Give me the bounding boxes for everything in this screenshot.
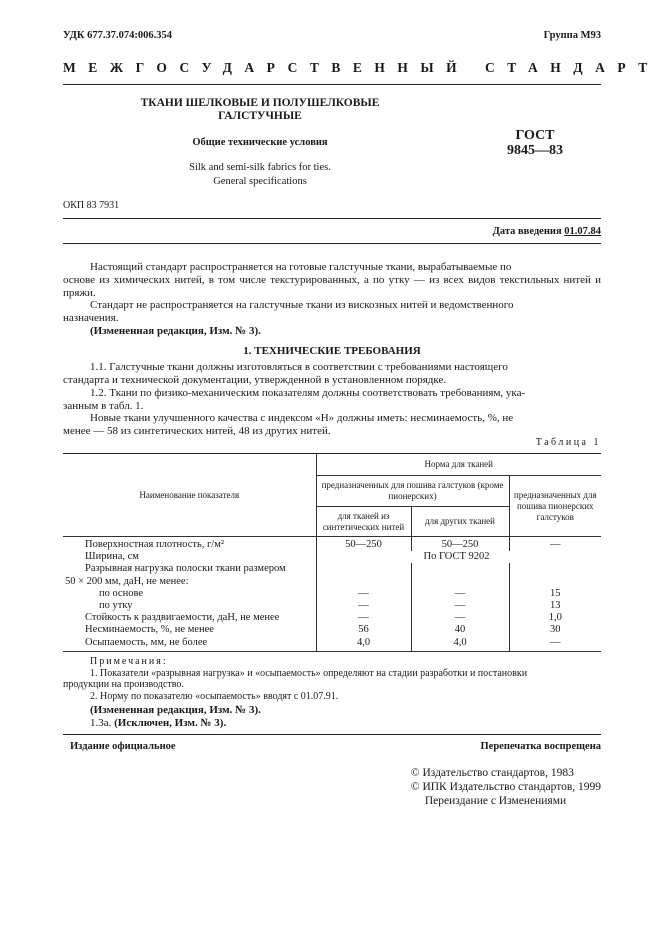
- table-row: [63, 537, 601, 552]
- gost-number: ГОСТ 9845—83: [507, 128, 563, 158]
- col-header-ties: предназначенных для пошива галстуков (кроме пионерских): [316, 476, 509, 507]
- table-row: [63, 588, 601, 600]
- standard-banner: МЕЖГОСУДАРСТВЕННЫЙ СТАНДАРТ: [63, 60, 660, 75]
- row-name: Разрывная нагрузка полоски ткани размером: [85, 563, 286, 575]
- document-title: ТКАНИ ШЕЛКОВЫЕ И ПОЛУШЕЛКОВЫЕ ГАЛСТУЧНЫЕ: [140, 97, 380, 122]
- row-value-c: —: [509, 637, 601, 652]
- row-value-a: —: [316, 612, 411, 624]
- row-name: 50 × 200 мм, даН, не менее:: [65, 575, 189, 587]
- row-value-b: [411, 563, 509, 575]
- row-value-a: [316, 563, 411, 575]
- row-name: Поверхностная плотность, г/м²: [85, 539, 224, 550]
- row-value-c: [509, 563, 601, 575]
- col-header-norm: Норма для тканей: [316, 454, 601, 476]
- row-value-c: —: [509, 537, 601, 552]
- col-header-name: Наименование показателя: [63, 454, 316, 537]
- clause-1-1: 1.1. Галстучные ткани должны изготовляться в соответствии с требованиями настоящего: [90, 361, 508, 373]
- banner-rule: [63, 84, 601, 85]
- col-header-synthetic: для тканей из синтетических нитей: [316, 507, 411, 537]
- reprint-prohibited: Перепечатка воспрещена: [480, 741, 601, 752]
- row-value-b: —: [411, 588, 509, 600]
- row-name: Ширина, см: [85, 551, 139, 563]
- new-fabrics-paragraph-cont: менее — 58 из синтетических нитей, 48 из других нитей.: [63, 425, 331, 437]
- table-row: [63, 612, 601, 624]
- requirements-table: [63, 453, 601, 652]
- copyright-block: © Издательство стандартов, 1983 © ИПК Издательство стандартов, 1999 Переиздание с Изменениями: [410, 767, 601, 807]
- table-row: [63, 637, 601, 652]
- row-name: Осыпаемость, мм, не более: [85, 636, 208, 648]
- intro-paragraph-2: Стандарт не распространяется на галстучные ткани из вискозных нитей и ведомственного: [90, 299, 514, 311]
- row-value-c: 1,0: [509, 612, 601, 624]
- clause-1-2-cont: занным в табл. 1.: [63, 400, 144, 412]
- row-value-a: 4,0: [316, 637, 411, 652]
- col-header-pioneer: предназначенных для пошива пионерских галстуков: [509, 476, 601, 537]
- row-value-width: По ГОСТ 9202: [316, 551, 601, 563]
- clause-1-1-cont: стандарта и технической документации, утвержденной в установленном порядке.: [63, 374, 447, 386]
- col-header-other: для других тканей: [411, 507, 509, 537]
- table-row: [63, 600, 601, 612]
- effective-date: Дата введения 01.07.84: [492, 226, 601, 237]
- row-value-a: [316, 576, 411, 588]
- row-value-b: 40: [411, 624, 509, 636]
- official-edition: Издание официальное: [70, 741, 176, 752]
- section-heading: 1. ТЕХНИЧЕСКИЕ ТРЕБОВАНИЯ: [243, 345, 421, 357]
- row-value-b: —: [411, 612, 509, 624]
- header-rule: [63, 218, 601, 219]
- intro-paragraph-1: Настоящий стандарт распространяется на готовые галстучные ткани, вырабатываемые по: [90, 261, 512, 273]
- row-value-c: [509, 576, 601, 588]
- row-value-b: [411, 576, 509, 588]
- row-value-b: 50—250: [411, 537, 509, 552]
- row-value-a: —: [316, 600, 411, 612]
- row-value-a: 56: [316, 624, 411, 636]
- table-row: [63, 624, 601, 636]
- footer-rule: [63, 734, 601, 735]
- row-name: по утку: [99, 600, 133, 612]
- new-fabrics-paragraph: Новые ткани улучшенного качества с индексом «Н» должны иметь: несминаемость, %, не: [90, 412, 514, 424]
- table-row: [63, 551, 601, 563]
- table-notes: Примечания: 1. Показатели «разрывная нагрузка» и «осыпаемость» определяют на стадии разработки и постановки продукции на производство. 2. Норму по показателю «осыпаемость» вводят с 01.07.91. (Измененная редакция, Изм. № 3). 1.3а. (Исключен, Изм. № 3).: [63, 656, 528, 729]
- row-value-c: 30: [509, 624, 601, 636]
- row-value-b: —: [411, 600, 509, 612]
- table-row: [63, 576, 601, 588]
- document-subtitle: Общие технические условия: [192, 137, 328, 148]
- intro-paragraph-2-cont: назначения.: [63, 312, 119, 324]
- revision-note: (Измененная редакция, Изм. № 3).: [90, 325, 261, 337]
- table-caption: Таблица 1: [535, 437, 601, 448]
- group-code: Группа М93: [543, 30, 601, 41]
- intro-paragraph-1-cont: основе из химических нитей, в том числе текстурированных, а по утку — из всех видов текстильных нитей и пряжи.: [63, 274, 601, 300]
- row-value-a: 50—250: [316, 537, 411, 552]
- row-value-b: 4,0: [411, 637, 509, 652]
- row-name: Стойкость к раздвигаемости, даН, не менее: [85, 612, 280, 624]
- row-value-c: 15: [509, 588, 601, 600]
- clause-1-2: 1.2. Ткани по физико-механическим показателям должны соответствовать требованиям, ука-: [90, 387, 526, 399]
- row-value-c: 13: [509, 600, 601, 612]
- row-name: по основе: [99, 587, 144, 599]
- row-value-a: —: [316, 588, 411, 600]
- table-row: [63, 563, 601, 575]
- row-name: Несминаемость, %, не менее: [85, 624, 214, 636]
- udk-code: УДК 677.37.074:006.354: [63, 30, 172, 41]
- english-title: Silk and semi-silk fabrics for ties. General specifications: [189, 162, 331, 187]
- okp-code: ОКП 83 7931: [63, 200, 120, 211]
- date-rule: [63, 243, 601, 244]
